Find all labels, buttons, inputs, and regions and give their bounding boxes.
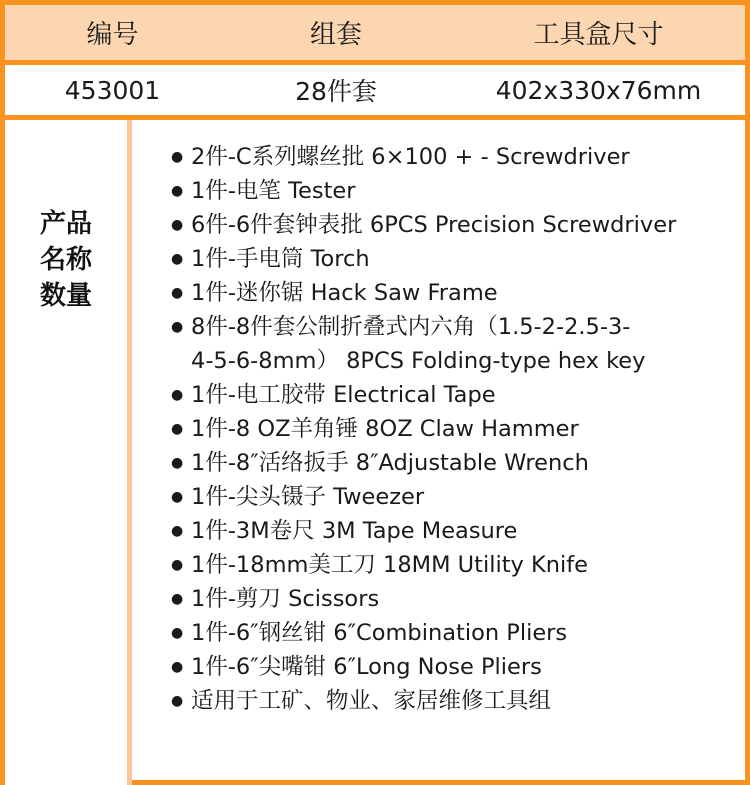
value-box-size: 402x330x76mm (495, 75, 702, 105)
bullet-icon: ● (171, 455, 184, 471)
list-item-text: 1件-3M卷尺 3M Tape Measure (191, 518, 518, 544)
list-item (165, 650, 745, 684)
list-item (165, 684, 745, 718)
contents-row (5, 120, 745, 785)
list-item-text: 1件-尖头镊子 Tweezer (191, 484, 425, 510)
list-item-text: 1件-剪刀 Scissors (191, 586, 380, 612)
bullet-icon: ● (171, 693, 184, 709)
list-item (165, 446, 745, 480)
list-item (165, 378, 745, 412)
header-box-size: 工具盒尺寸 (533, 20, 664, 50)
bullet-icon: ● (171, 149, 184, 165)
list-item (165, 208, 745, 242)
bullet-icon: ● (171, 217, 184, 233)
list-item-text: 1件-18mm美工刀 18MM Utility Knife (191, 552, 589, 578)
value-code: 453001 (64, 75, 161, 105)
list-item (165, 548, 745, 582)
label-line: 名称 (39, 245, 92, 275)
list-item (165, 140, 745, 174)
list-item (165, 514, 745, 548)
bullet-icon: ● (171, 659, 184, 675)
list-item-text: 1件-6″钢丝钳 6″Combination Pliers (191, 620, 568, 646)
list-item (165, 174, 745, 208)
list-item-text: 6件-6件套钟表批 6PCS Precision Screwdriver (191, 212, 677, 238)
bullet-icon: ● (171, 557, 184, 573)
list-item-text: 1件-6″尖嘴钳 6″Long Nose Pliers (191, 654, 542, 680)
bullet-icon: ● (171, 319, 184, 335)
list-item (165, 582, 745, 616)
list-item (165, 310, 745, 378)
bullet-icon: ● (171, 183, 184, 199)
list-item (165, 480, 745, 514)
list-item (165, 242, 745, 276)
bullet-icon: ● (171, 591, 184, 607)
contents-label (5, 206, 127, 314)
header-set: 组套 (309, 20, 362, 50)
list-item-text: 1件-手电筒 Torch (191, 246, 370, 272)
bullet-icon: ● (171, 285, 184, 301)
bullet-icon: ● (171, 489, 184, 505)
list-item-text: 1件-电笔 Tester (191, 178, 356, 204)
value-set: 28件套 (295, 77, 377, 106)
bullet-icon: ● (171, 387, 184, 403)
list-item-text: 1件-迷你锯 Hack Saw Frame (191, 280, 498, 306)
bullet-icon: ● (171, 625, 184, 641)
list-item (165, 616, 745, 650)
list-item-text: 1件-8 OZ羊角锤 8OZ Claw Hammer (191, 416, 579, 442)
list-item-text: 1件-电工胶带 Electrical Tape (191, 382, 496, 408)
list-item-text: 8件-8件套公制折叠式内六角（1.5-2-2.5-3- (191, 314, 631, 340)
contents-list (165, 140, 745, 718)
label-line: 产品 (39, 209, 92, 239)
list-item-text: 适用于工矿、物业、家居维修工具组 (191, 688, 552, 714)
header-code: 编号 (86, 20, 139, 50)
list-item-text: 1件-8″活络扳手 8″Adjustable Wrench (191, 450, 589, 476)
list-item (165, 412, 745, 446)
list-item (165, 276, 745, 310)
bullet-icon: ● (171, 251, 184, 267)
value-row (5, 65, 745, 120)
bullet-icon: ● (171, 421, 184, 437)
header-row (5, 5, 745, 65)
list-item-text: 2件-C系列螺丝批 6×100 + - Screwdriver (191, 144, 630, 170)
bullet-icon: ● (171, 523, 184, 539)
list-item-text-continued: 4-5-6-8mm） 8PCS Folding-type hex key (191, 348, 646, 374)
label-line: 数量 (39, 281, 92, 311)
contents-label-cell (5, 120, 132, 785)
